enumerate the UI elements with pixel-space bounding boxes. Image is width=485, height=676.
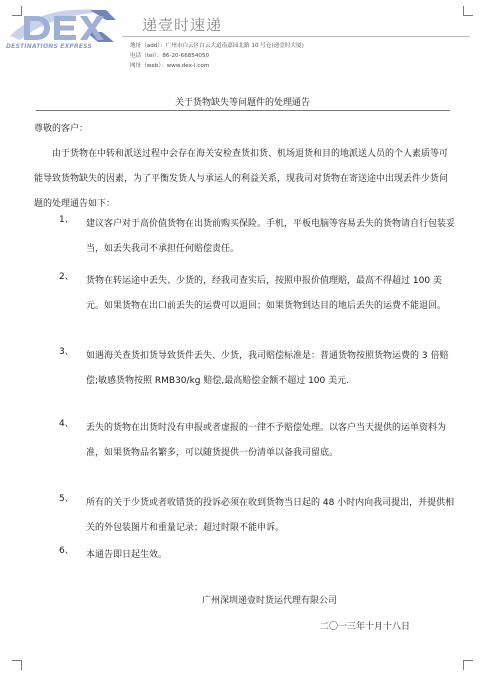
intro-text: 由于货物在中转和派送过程中会存在海关安检查货扣货、机场退货和目的地派送人员的个人素质等可能导致货物缺失的因素，为了平衡发货人与承运人的利益关系，现我司对货物在寄送途中出现丢件少货问题的处理通告如下： [34, 149, 449, 209]
list-item-number: 2、 [59, 272, 74, 282]
list-item-text: 本通告即日起生效。 [86, 550, 168, 560]
list-item-text: 货物在转运途中丢失、少货的，经我司查实后，按照申报价值理赔，最高不得超过 100 美元。如果货物在出口前丢失的运费可以退回；如果货物到达目的地后丢失的运费不能退回。 [86, 276, 447, 311]
logo-graphic [6, 6, 118, 44]
website-line: 网址（web）：www.dex-i.com [130, 63, 210, 69]
title-underline [36, 110, 450, 111]
list-item-text: 丢失的货物在出货时没有申报或者虚报的一律不予赔偿处理。以客户当天提供的运单资料为准，如果货物品名繁多，可以随货提供一份清单以备我司留底。 [86, 423, 447, 458]
phone-line: 电话（tel）：86-20-66854050 [130, 53, 210, 59]
company-name: 递壹时速递 [142, 16, 223, 34]
company-logo [6, 6, 118, 52]
address-line: 地址（add）：广州市白云区白云大道南嘉园北路 10 号仓(递壹时大厦) [130, 43, 304, 49]
intro-paragraph [34, 142, 454, 217]
salutation: 尊敬的客户： [34, 124, 89, 134]
list-item-number: 6、 [59, 546, 74, 556]
crop-mark-bottom-left [12, 660, 22, 670]
list-item-number: 5、 [59, 494, 74, 504]
crop-mark-top-right [463, 6, 473, 16]
crop-mark-bottom-right [463, 660, 473, 670]
logo-tagline: DESTINATIONS EXPRESS [6, 43, 92, 50]
list-item-text: 如遇海关查货扣货导致货件丢失、少货，我司赔偿标准是：普通货物按照货物运费的 3 倍赔偿;敏感货物按照 RMB30/kg 赔偿,最高赔偿金额不超过 100 美元. [86, 351, 449, 386]
list-item-number: 4、 [59, 419, 74, 429]
list-item-text: 建议客户对于高价值货物在出货前购买保险。手机，平板电脑等容易丢失的货物请自行包装妥当，如丢失我司不承担任何赔偿责任。 [86, 219, 456, 254]
list-item-number: 1、 [59, 215, 74, 225]
document-date: 二〇一三年十月十八日 [320, 622, 411, 632]
document-title: 关于货物缺失等问题件的处理通告 [174, 98, 310, 108]
header-divider [122, 36, 470, 37]
company-signature: 广州深圳递壹时货运代理有限公司 [202, 596, 338, 606]
list-item-text: 所有的关于少货或者收错货的投诉必须在收到货物当日起的 48 小时内向我司提出，并提供相关的外包装图片和重量记录；超过时限不能申诉。 [86, 498, 455, 533]
list-item-number: 3、 [59, 347, 74, 357]
